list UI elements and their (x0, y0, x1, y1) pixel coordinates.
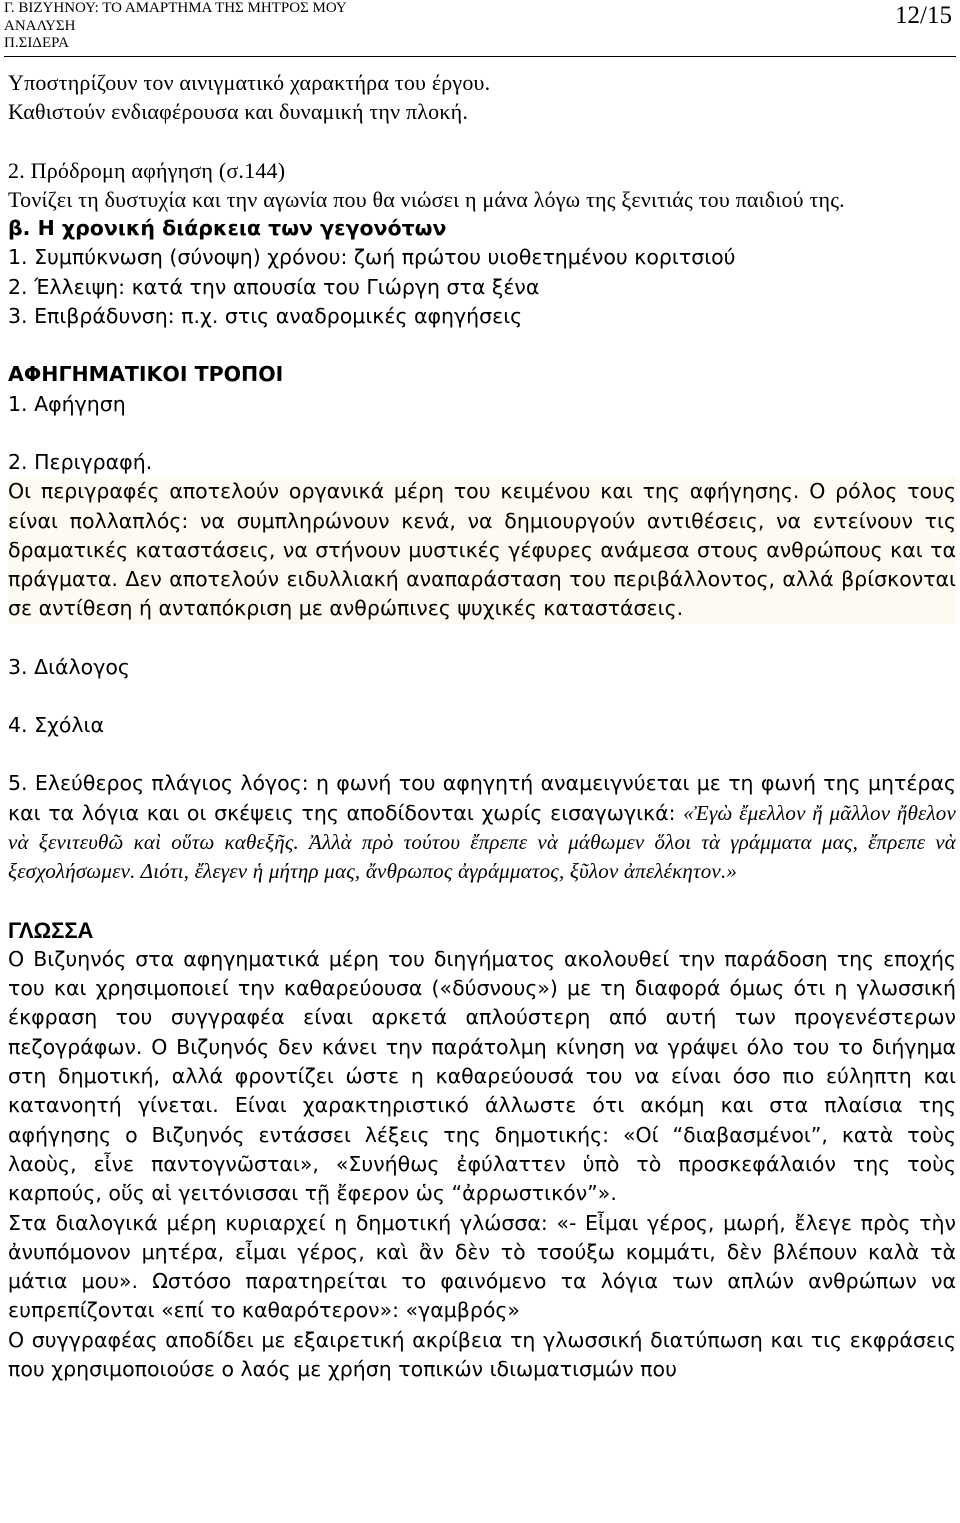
item5-quote: «Ἐγὼ ἔμελλον ἤ μᾶλλον ἤθελον νὰ ξενιτευθῶ καὶ οὕτω καθεξῆς. Ἀλλὰ πρὸ τούτου ἔπρεπε νὰ μάθωμεν ὅλοι τὰ γράμματα μας, ἔπρεπε νὰ ξεσχολήσωμεν. Διότι, ἔλεγεν ἡ μήτηρ μας, ἄνθρωπος ἀγράμματος, ξῦλον ἀπελέκητον.» (8, 800, 957, 884)
header-subtitle: ΑΝΑΛΥΣΗ (4, 17, 76, 34)
intro-line-2: Καθιστούν ενδιαφέρουσα και δυναμική την πλοκή. (8, 99, 469, 125)
tropoi-item-2: 2. Περιγραφή. (8, 449, 153, 474)
diarkeia-heading: β. Η χρονική διάρκεια των γεγονότων (8, 216, 447, 241)
header-author-name: Π.ΣΙΔΕΡΑ (4, 35, 69, 51)
perigrafi-text: Οι περιγραφές αποτελούν οργανικά μέρη του κειμένου και της αφήγησης. Ο ρόλος τους είναι πολλαπλός: να συμπληρώνουν κενά, να δημιουργούν αντιθέσεις, να εντείνουν τις δραματικές καταστάσεις, να στήνουν μυστικές γέφυρες ανάμεσα στους ανθρώπους και τα πράγματα. Δεν αποτελούν ειδυλλιακή αναπαράσταση του περιβάλλοντος, αλλά βρίσκονται σε αντίθεση ή ανταπόκριση με ανθρώπινες ψυχικές καταστάσεις. (8, 477, 956, 623)
prodromi-title: 2. Πρόδρομη αφήγηση (σ.144) (8, 157, 286, 183)
diarkeia-item-2: 2. Έλλειψη: κατά την απουσία του Γιώργη στα ξένα (8, 274, 540, 299)
item5-intro: 5. Ελεύθερος πλάγιος λόγος: η φωνή του αφηγητή αναμειγνύεται με τη φωνή της μητέρας και τα λόγια και οι σκέψεις της αποδίδονται χωρίς εισαγωγικά: (8, 771, 956, 825)
glossa-paragraph-3: Ο συγγραφέας αποδίδει με εξαιρετική ακρίβεια τη γλωσσική διατύπωση και τις εκφράσεις που χρησιμοποιούσε ο λαός με χρήση τοπικών ιδιωματισμών που (8, 1327, 956, 1381)
diarkeia-item-3: 3. Επιβράδυνση: π.χ. στις αναδρομικές αφηγήσεις (8, 304, 523, 329)
document-body (8, 68, 956, 1384)
intro-line-1: Υποστηρίζουν τον αινιγματικό χαρακτήρα του έργου. (8, 70, 491, 95)
tropoi-item-3: 3. Διάλογος (8, 654, 130, 679)
glossa-heading: ΓΛΩΣΣΑ (8, 917, 94, 943)
page-header (4, 0, 956, 57)
glossa-paragraph-1: Ο Βιζυηνός στα αφηγηματικά μέρη του διηγήματος ακολουθεί την παράδοση της εποχής του και χρησιμοποιεί την καθαρεύουσα («δύσνους») με τη διαφορά όμως ότι η γλωσσική έκφραση του συγγραφέα είναι αρκετά απλούστερη από αυτή των προγενέστερων πεζογράφων. Ο Βιζυηνός δεν κάνει την παράτολμη κίνηση να γράψει όλο του το διήγημα στη δημοτική, αλλά φροντίζει ώστε η καθαρεύουσά του να είναι όσο πιο εύληπτη και κατανοητή γίνεται. Είναι χαρακτηριστικό άλλωστε ότι ακόμη και στα πλαίσια της αφήγησης ο Βιζυηνός εντάσσει λέξεις της δημοτικής: «Οί “διαβασμένοι”, κατὰ τοὺς λαοὺς, εἶνε παντογνῶσται», «Συνήθως ἐφύλαττεν ὑπὸ τὸ προσκεφάλαιόν της τοὺς καρπούς, οὕς αἱ γειτόνισσαι τῇ ἔφερον ὡς “ἀρρωστικόν”». (8, 946, 956, 1206)
glossa-paragraph-2: Στα διαλογικά μέρη κυριαρχεί η δημοτική γλώσσα: «- Εἶμαι γέρος, μωρή, ἔλεγε πρὸς τὴν ἀνυπόμονον μητέρα, εἶμαι γέρος, καὶ ἂν δὲν τὸ τσούξω κομμάτι, δὲν βλέπουν καλὰ τὰ μάτια μου». Ωστόσο παρατηρείται το φαινόμενο τα λόγια των απλών ανθρώπων να ευπρεπίζονται «επί το καθαρότερον»: «γαμβρός» (8, 1210, 956, 1323)
tropoi-item-1: 1. Αφήγηση (8, 391, 126, 416)
diarkeia-item-1: 1. Συμπύκνωση (σύνοψη) χρόνου: ζωή πρώτου υιοθετημένου κοριτσιού (8, 245, 736, 270)
prodromi-text: Τονίζει τη δυστυχία και την αγωνία που θα νιώσει η μάνα λόγω της ξενιτιάς του παιδιού της. (8, 186, 845, 212)
tropoi-item-4: 4. Σχόλια (8, 713, 104, 738)
tropoi-heading: ΑΦΗΓΗΜΑΤΙΚΟΙ ΤΡΟΠΟΙ (8, 362, 284, 387)
tropoi-item-5 (8, 769, 956, 886)
page-number: 12/15 (895, 2, 952, 29)
header-author-title: Γ. ΒΙΖΥΗΝΟΥ: ΤΟ ΑΜΑΡΤΗΜΑ ΤΗΣ ΜΗΤΡΟΣ ΜΟΥ (4, 0, 347, 16)
header-info (4, 0, 347, 53)
